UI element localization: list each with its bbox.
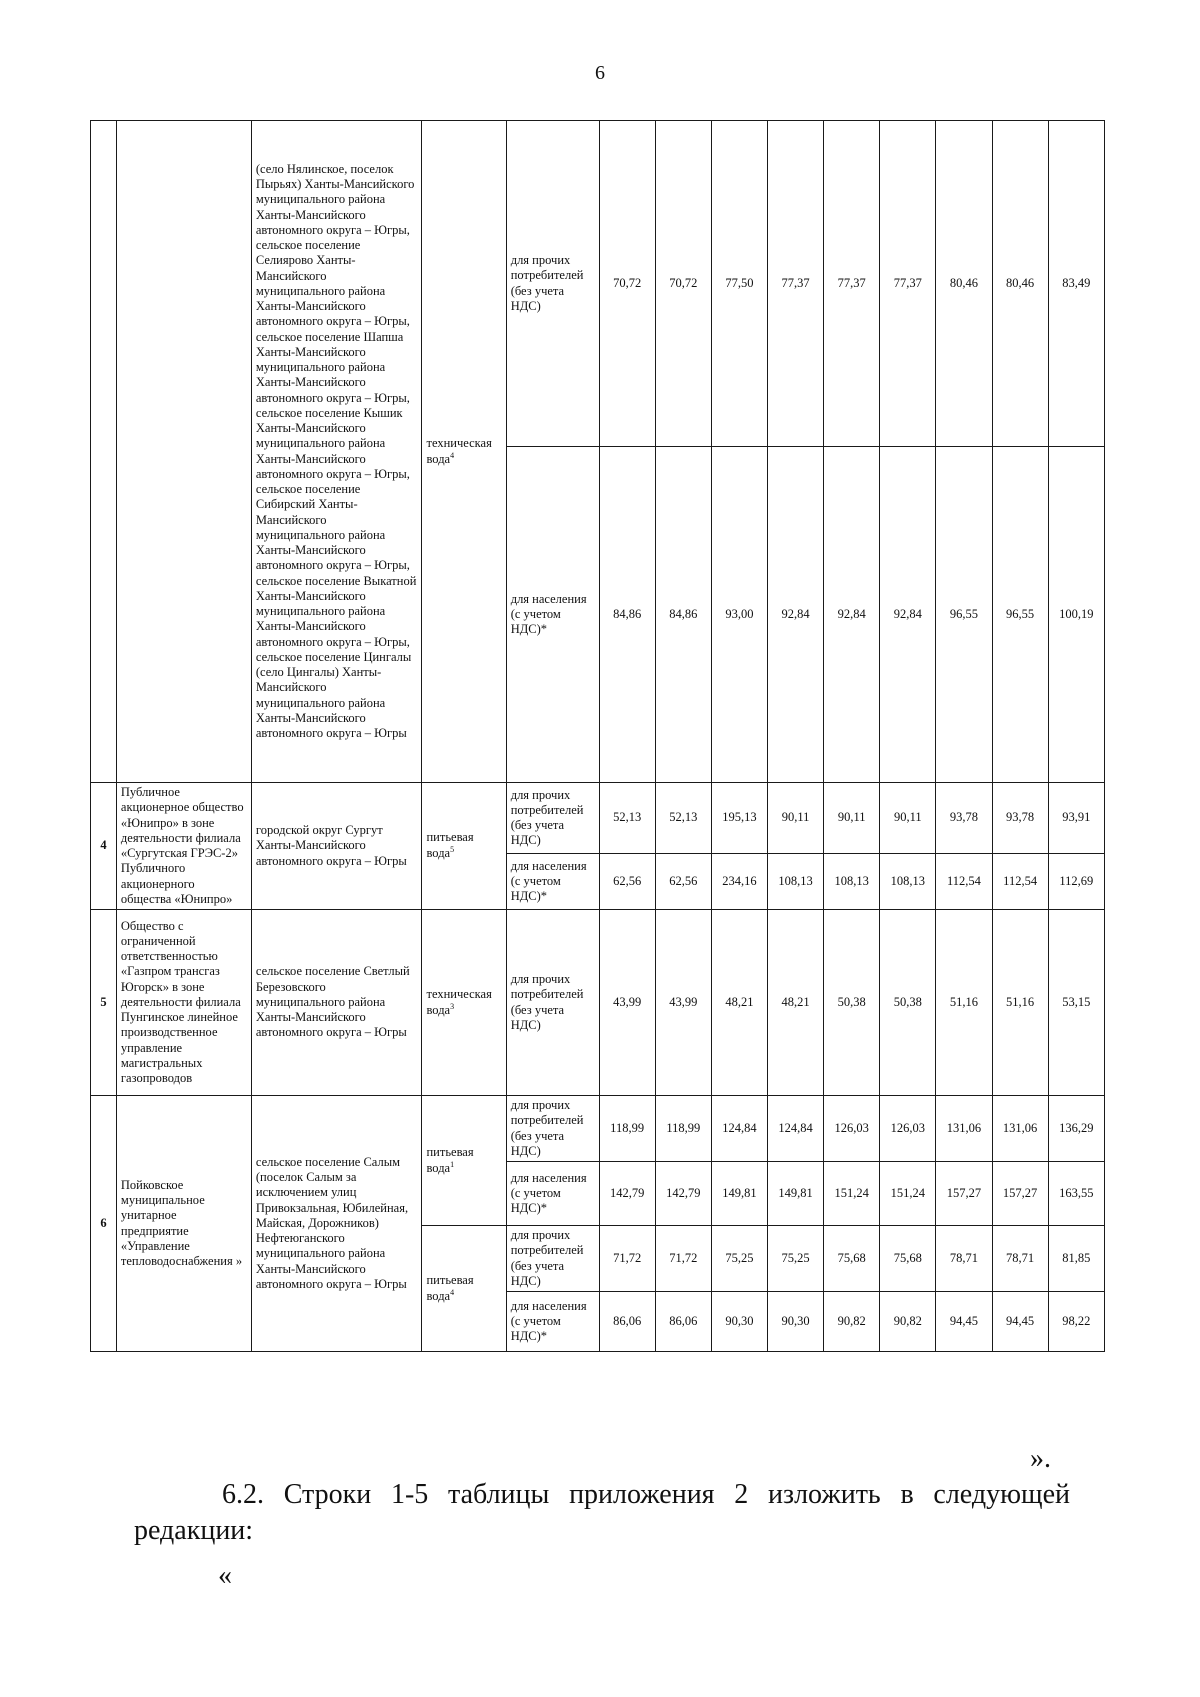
tariff-table [90,120,1105,1352]
tariff-value: 157,27 [992,1162,1048,1226]
tariff-value: 151,24 [880,1162,936,1226]
tariff-value: 142,79 [655,1162,711,1226]
consumer-cell: для населения (с учетом НДС)* [506,854,599,910]
tariff-value: 52,13 [599,783,655,854]
tariff-value: 77,37 [824,121,880,447]
tariff-value: 124,84 [767,1096,823,1162]
tariff-value: 136,29 [1048,1096,1104,1162]
table-row [91,121,1105,447]
tariff-value: 62,56 [599,854,655,910]
tariff-value: 108,13 [767,854,823,910]
tariff-value: 108,13 [880,854,936,910]
tariff-value: 131,06 [936,1096,992,1162]
service-cell: питьевая вода$^1$ [422,1096,506,1226]
tariff-value: 80,46 [992,121,1048,447]
tariff-value: 118,99 [599,1096,655,1162]
tariff-value: 90,82 [880,1292,936,1352]
page-number: 6 [595,62,605,84]
tariff-value: 78,71 [992,1226,1048,1292]
tariff-value: 75,68 [824,1226,880,1292]
tariff-value: 93,78 [992,783,1048,854]
tariff-value: 90,11 [880,783,936,854]
org-cell: Пойковское муниципальное унитарное предприятие «Управление тепловодоснабжения » [116,1096,251,1352]
consumer-cell: для населения (с учетом НДС)* [506,1162,599,1226]
tariff-value: 71,72 [599,1226,655,1292]
consumer-cell: для прочих потребителей (без учета НДС) [506,910,599,1096]
consumer-cell: для населения (с учетом НДС)* [506,1292,599,1352]
row-number-cell: 5 [91,910,117,1096]
tariff-value: 90,11 [767,783,823,854]
consumer-cell: для прочих потребителей (без учета НДС) [506,783,599,854]
tariff-value: 75,25 [767,1226,823,1292]
table-row [91,1096,1105,1162]
territory-cell: сельское поселение Светлый Березовского муниципального района Ханты-Мансийского автономного округа – Югры [251,910,422,1096]
tariff-value: 50,38 [824,910,880,1096]
tariff-value: 118,99 [655,1096,711,1162]
tariff-value: 151,24 [824,1162,880,1226]
tariff-value: 93,91 [1048,783,1104,854]
row-number-cell: 6 [91,1096,117,1352]
tariff-value: 108,13 [824,854,880,910]
tariff-value: 43,99 [599,910,655,1096]
tariff-value: 96,55 [992,447,1048,783]
tariff-value: 90,11 [824,783,880,854]
consumer-cell: для населения (с учетом НДС)* [506,447,599,783]
tariff-value: 98,22 [1048,1292,1104,1352]
tariff-value: 92,84 [880,447,936,783]
tariff-value: 92,84 [767,447,823,783]
tariff-value: 83,49 [1048,121,1104,447]
tariff-value: 234,16 [711,854,767,910]
tariff-value: 131,06 [992,1096,1048,1162]
tariff-value: 75,68 [880,1226,936,1292]
tariff-value: 112,69 [1048,854,1104,910]
row-number-cell [91,121,117,783]
tariff-value: 93,00 [711,447,767,783]
tariff-value: 51,16 [936,910,992,1096]
consumer-cell: для прочих потребителей (без учета НДС) [506,1226,599,1292]
tariff-value: 94,45 [992,1292,1048,1352]
tariff-value: 149,81 [767,1162,823,1226]
row-number-cell: 4 [91,783,117,910]
amendment-paragraph: 6.2. Строки 1-5 таблицы приложения 2 изложить в следующей редакции: [134,1479,1070,1546]
tariff-value: 124,84 [711,1096,767,1162]
tariff-value: 77,50 [711,121,767,447]
tariff-value: 84,86 [655,447,711,783]
tariff-value: 75,25 [711,1226,767,1292]
tariff-value: 90,82 [824,1292,880,1352]
org-cell: Общество с ограниченной ответственностью «Газпром трансгаз Югорск» в зоне деятельности филиала Пунгинское линейное производственное управление магистральных газопроводов [116,910,251,1096]
territory-cell: (село Нялинское, поселок Пырьях) Ханты-Мансийского муниципального района Ханты-Мансийского автономного округа – Югры, сельское поселение Селиярово Ханты-Мансийского муниципального района Ханты-Мансийского автономного округа – Югры, сельское поселение Шапша Ханты-Мансийского муниципального района Ханты-Мансийского автономного округа – Югры, сельское поселение Кышик Ханты-Мансийского муниципального района Ханты-Мансийского автономного округа – Югры, сельское поселение Сибирский Ханты-Мансийского муниципального района Ханты-Мансийского автономного округа – Югры, сельское поселение Выкатной Ханты-Мансийского муниципального района Ханты-Мансийского автономного округа – Югры, сельское поселение Цингалы (село Цингалы) Ханты-Мансийского муниципального района Ханты-Мансийского автономного округа – Югры [251,121,422,783]
tariff-value: 157,27 [936,1162,992,1226]
tariff-value: 48,21 [767,910,823,1096]
tariff-value: 71,72 [655,1226,711,1292]
tariff-value: 163,55 [1048,1162,1104,1226]
territory-cell: городской округ Сургут Ханты-Мансийского автономного округа – Югры [251,783,422,910]
tariff-value: 48,21 [711,910,767,1096]
tariff-value: 94,45 [936,1292,992,1352]
tariff-value: 126,03 [880,1096,936,1162]
tariff-value: 62,56 [655,854,711,910]
tariff-value: 80,46 [936,121,992,447]
tariff-value: 90,30 [711,1292,767,1352]
tariff-value: 81,85 [1048,1226,1104,1292]
org-cell: Публичное акционерное общество «Юнипро» в зоне деятельности филиала «Сургутская ГРЭС-2» Публичного акционерного общества «Юнипро» [116,783,251,910]
tariff-value: 149,81 [711,1162,767,1226]
tariff-value: 53,15 [1048,910,1104,1096]
tariff-value: 77,37 [767,121,823,447]
tariff-value: 86,06 [599,1292,655,1352]
tariff-value: 77,37 [880,121,936,447]
service-cell: техническая вода$^3$ [422,910,506,1096]
tariff-value: 112,54 [936,854,992,910]
tariff-value: 100,19 [1048,447,1104,783]
table-row [91,783,1105,854]
tariff-value: 86,06 [655,1292,711,1352]
opening-quote: « [218,1560,232,1591]
tariff-value: 96,55 [936,447,992,783]
territory-cell: сельское поселение Салым (поселок Салым за исключением улиц Привокзальная, Юбилейная, Майская, Дорожников) Нефтеюганского муниципального района Ханты-Мансийского автономного округа – Югры [251,1096,422,1352]
tariff-value: 84,86 [599,447,655,783]
tariff-value: 195,13 [711,783,767,854]
service-cell: техническая вода$^4$ [422,121,506,783]
tariff-value: 78,71 [936,1226,992,1292]
tariff-value: 93,78 [936,783,992,854]
tariff-value: 43,99 [655,910,711,1096]
tariff-value: 90,30 [767,1292,823,1352]
org-cell [116,121,251,783]
consumer-cell: для прочих потребителей (без учета НДС) [506,121,599,447]
tariff-value: 70,72 [599,121,655,447]
tariff-value: 92,84 [824,447,880,783]
tariff-value: 52,13 [655,783,711,854]
tariff-value: 112,54 [992,854,1048,910]
service-cell: питьевая вода$^5$ [422,783,506,910]
tariff-value: 50,38 [880,910,936,1096]
table-row [91,910,1105,1096]
tariff-value: 51,16 [992,910,1048,1096]
tariff-value: 70,72 [655,121,711,447]
tariff-value: 142,79 [599,1162,655,1226]
consumer-cell: для прочих потребителей (без учета НДС) [506,1096,599,1162]
tariff-value: 126,03 [824,1096,880,1162]
service-cell: питьевая вода$^4$ [422,1226,506,1352]
closing-quote: ». [1030,1443,1051,1474]
